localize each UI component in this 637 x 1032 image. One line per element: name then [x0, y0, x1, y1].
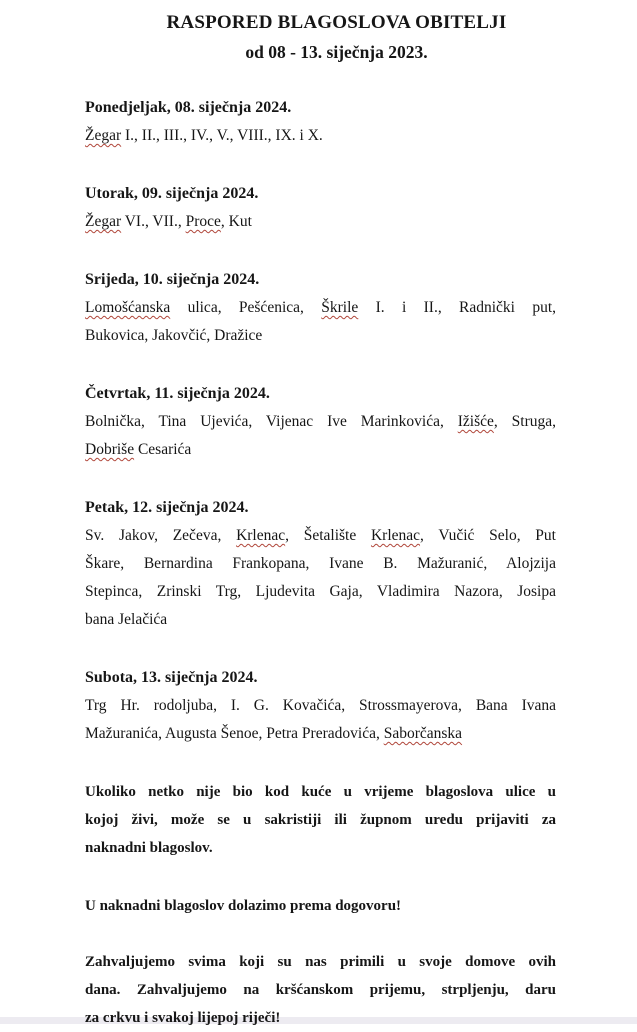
day-heading: Srijeda, 10. siječnja 2024. [85, 271, 260, 288]
street-line [85, 408, 556, 436]
text-segment: dana. Zahvaljujemo na kršćanskom prijemu, strpljenju, daru [85, 982, 556, 998]
note-line [85, 834, 556, 862]
title-block [85, 8, 556, 66]
text-segment: , Kut [220, 213, 252, 230]
page-title: RASPORED BLAGOSLOVA OBITELJI [166, 12, 507, 33]
street-line [85, 522, 556, 550]
text-segment: Mažuranića, Augusta Šenoe, Petra Preradovića, [85, 725, 384, 742]
day-block [85, 664, 556, 748]
misspelled-word: Saborčanska [383, 725, 463, 742]
note-line [85, 892, 556, 920]
text-segment: , Vučić Selo, Put [420, 527, 556, 544]
text-segment: , Struga, [493, 413, 556, 430]
day-block [85, 266, 556, 350]
text-segment: Škare, Bernardina Frankopana, Ivane B. Mažuranić, Alojzija [85, 555, 556, 572]
day-block [85, 180, 556, 236]
text-segment: Ukoliko netko nije bio kod kuće u vrijeme blagoslova ulice u [85, 784, 556, 800]
day-heading: Petak, 12. siječnja 2024. [85, 499, 249, 516]
text-segment: U naknadni blagoslov dolazimo prema dogovoru! [85, 898, 402, 914]
text-segment: za crkvu i svakoj lijepoj riječi! [85, 1010, 281, 1026]
text-segment: Bolnička, Tina Ujevića, Vijenac Ive Marinkovića, [85, 413, 458, 430]
day-heading: Utorak, 09. siječnja 2024. [85, 185, 259, 202]
note-line [85, 948, 556, 976]
text-segment: , Šetalište [285, 527, 371, 544]
text-segment: Sv. Jakov, Zečeva, [85, 527, 237, 544]
text-segment: Cesarića [134, 441, 192, 458]
note-paragraph [85, 948, 556, 1032]
street-line [85, 322, 556, 350]
text-segment: kojoj živi, može se u sakristiji ili župnom uredu prijaviti za [85, 812, 556, 828]
text-segment: Trg Hr. rodoljuba, I. G. Kovačića, Strossmayerova, Bana Ivana [85, 697, 556, 714]
misspelled-word: Žegar [85, 213, 122, 230]
street-line [85, 720, 556, 748]
day-block [85, 494, 556, 634]
misspelled-word: Krlenac [370, 527, 421, 544]
street-line [85, 692, 556, 720]
misspelled-word: Žegar [85, 127, 122, 144]
misspelled-word: Dobriše [85, 441, 135, 458]
note-line [85, 1004, 556, 1032]
text-segment: Zahvaljujemo svima koji su nas primili u svoje domove ovih [85, 954, 556, 970]
schedule-list [85, 94, 556, 748]
misspelled-word: Proce [185, 213, 221, 230]
note-paragraph [85, 778, 556, 862]
page-subtitle: od 08 - 13. siječnja 2023. [245, 42, 428, 62]
street-line [85, 550, 556, 578]
misspelled-word: Krlenac [236, 527, 286, 544]
text-segment: I. i II., Radnički put, [358, 299, 557, 316]
text-segment: naknadni blagoslov. [85, 840, 213, 856]
day-heading: Četvrtak, 11. siječnja 2024. [85, 385, 270, 402]
street-line [85, 294, 556, 322]
note-line [85, 976, 556, 1004]
street-line [85, 606, 556, 634]
street-line [85, 122, 556, 150]
note-paragraph [85, 892, 556, 920]
misspelled-word: Škrile [321, 299, 359, 316]
text-segment: Stepinca, Zrinski Trg, Ljudevita Gaja, Vladimira Nazora, Josipa [85, 583, 556, 600]
street-line [85, 436, 556, 464]
text-segment: I., II., III., IV., V., VIII., IX. i X. [121, 127, 323, 144]
notes-list [85, 778, 556, 1032]
note-line [85, 806, 556, 834]
text-segment: ulica, Pešćenica, [170, 299, 322, 316]
text-segment: Bukovica, Jakovčić, Dražice [85, 327, 263, 344]
street-line [85, 208, 556, 236]
text-segment: bana Jelačića [85, 611, 168, 628]
day-heading: Ponedjeljak, 08. siječnja 2024. [85, 99, 292, 116]
note-line [85, 778, 556, 806]
street-line [85, 578, 556, 606]
day-heading: Subota, 13. siječnja 2024. [85, 669, 258, 686]
day-block [85, 94, 556, 150]
text-segment: VI., VII., [121, 213, 186, 230]
day-block [85, 380, 556, 464]
misspelled-word: Ižišće [457, 413, 494, 430]
misspelled-word: Lomošćanska [85, 299, 171, 316]
